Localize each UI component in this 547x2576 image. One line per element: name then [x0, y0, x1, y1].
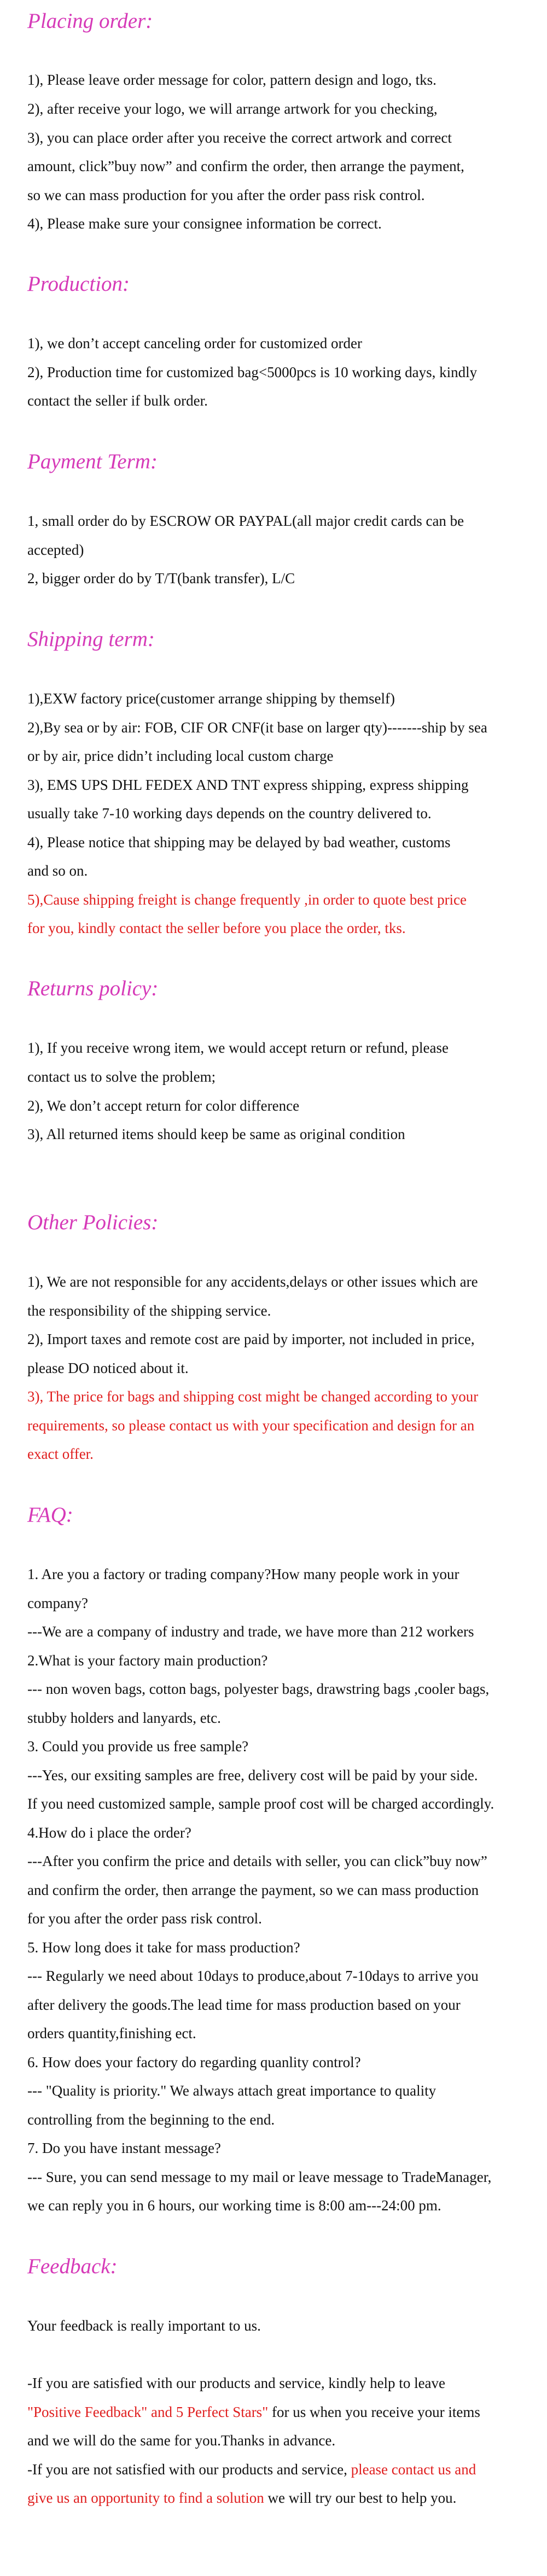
text-line: 1), Please leave order message for color, pattern design and logo, tks.	[27, 72, 437, 88]
text-line: 4), Please notice that shipping may be delayed by bad weather, customs	[27, 834, 451, 850]
section-title-feedback: Feedback:	[27, 2255, 118, 2278]
contact-us-highlight: please contact us and	[351, 2461, 476, 2478]
faq-line: 6. How does your factory do regarding quanlity control?	[27, 2054, 361, 2070]
text-line: and so on.	[27, 862, 88, 879]
faq-line: --- non woven bags, cotton bags, polyester bags, drawstring bags ,cooler bags,	[27, 1681, 490, 1697]
faq-line: 1. Are you a factory or trading company?How many people work in your	[27, 1566, 459, 1582]
faq-line: 7. Do you have instant message?	[27, 2140, 221, 2156]
feedback-line	[27, 2490, 456, 2507]
text-line: 4), Please make sure your consignee information be correct.	[27, 215, 382, 232]
text-line: 1),EXW factory price(customer arrange shipping by themself)	[27, 690, 395, 707]
text-line: please DO noticed about it.	[27, 1360, 189, 1376]
text-line: or by air, price didn’t including local custom charge	[27, 748, 334, 764]
text-line: 2), Import taxes and remote cost are paid by importer, not included in price,	[27, 1331, 475, 1347]
text-line: 1), we don’t accept canceling order for customized order	[27, 335, 362, 351]
text-line: the responsibility of the shipping service.	[27, 1302, 271, 1319]
text-line: 2), Production time for customized bag<5000pcs is 10 working days, kindly	[27, 364, 478, 380]
faq-line: orders quantity,finishing ect.	[27, 2025, 196, 2041]
text-line: contact the seller if bulk order.	[27, 392, 208, 409]
section-title-production: Production:	[27, 272, 130, 296]
text-line: 3), EMS UPS DHL FEDEX AND TNT express shipping, express shipping	[27, 777, 469, 793]
section-title-payment-term: Payment Term:	[27, 450, 158, 473]
faq-line: after delivery the goods.The lead time for mass production based on your	[27, 1997, 461, 2013]
faq-line: controlling from the beginning to the end.	[27, 2111, 275, 2128]
text-line: 2),By sea or by air: FOB, CIF OR CNF(it base on larger qty)-------ship by sea	[27, 719, 487, 736]
text-line: 3), All returned items should keep be same as original condition	[27, 1126, 405, 1142]
highlighted-notice-line: exact offer.	[27, 1446, 94, 1462]
faq-line: 3. Could you provide us free sample?	[27, 1738, 249, 1755]
faq-line: --- Regularly we need about 10days to produce,about 7-10days to arrive you	[27, 1968, 479, 1984]
faq-line: we can reply you in 6 hours, our working time is 8:00 am---24:00 pm.	[27, 2197, 441, 2214]
faq-line: ---Yes, our exsiting samples are free, delivery cost will be paid by your side.	[27, 1767, 478, 1783]
text-line: 1), We are not responsible for any accidents,delays or other issues which are	[27, 1274, 478, 1290]
text-line: 2), We don’t accept return for color difference	[27, 1098, 300, 1114]
section-title-shipping-term: Shipping term:	[27, 627, 155, 651]
section-title-other-policies: Other Policies:	[27, 1211, 159, 1234]
highlighted-notice-line: 3), The price for bags and shipping cost might be changed according to your	[27, 1388, 479, 1405]
solution-highlight: give us an opportunity to find a solution	[27, 2490, 264, 2506]
text-line: 1, small order do by ESCROW OR PAYPAL(all major credit cards can be	[27, 513, 464, 529]
highlighted-notice-line: for you, kindly contact the seller before you place the order, tks.	[27, 920, 406, 936]
faq-line: ---After you confirm the price and details with seller, you can click”buy now”	[27, 1853, 487, 1869]
text-line: contact us to solve the problem;	[27, 1069, 216, 1085]
faq-line: for you after the order pass risk control.	[27, 1910, 262, 1927]
faq-line: stubby holders and lanyards, etc.	[27, 1710, 221, 1726]
faq-line: 5. How long does it take for mass production?	[27, 1939, 300, 1956]
section-title-placing-order: Placing order:	[27, 9, 153, 33]
faq-line: --- "Quality is priority." We always attach great importance to quality	[27, 2082, 437, 2099]
feedback-text: we will try our best to help you.	[264, 2490, 457, 2506]
feedback-line	[27, 2404, 480, 2421]
text-line: amount, click”buy now” and confirm the order, then arrange the payment,	[27, 158, 464, 174]
section-title-faq: FAQ:	[27, 1503, 73, 1527]
section-title-returns-policy: Returns policy:	[27, 977, 159, 1000]
positive-feedback-highlight: "Positive Feedback" and 5 Perfect Stars"	[27, 2404, 269, 2420]
text-line: usually take 7-10 working days depends on the country delivered to.	[27, 805, 432, 821]
faq-line: If you need customized sample, sample proof cost will be charged accordingly.	[27, 1795, 494, 1812]
faq-line: 4.How do i place the order?	[27, 1824, 191, 1841]
text-line: 2), after receive your logo, we will arrange artwork for you checking,	[27, 101, 438, 117]
text-line: 2, bigger order do by T/T(bank transfer), L/C	[27, 570, 295, 586]
feedback-line: and we will do the same for you.Thanks in advance.	[27, 2432, 336, 2449]
faq-line: 2.What is your factory main production?	[27, 1652, 268, 1669]
text-line: 3), you can place order after you receive the correct artwork and correct	[27, 130, 452, 146]
highlighted-notice-line: 5),Cause shipping freight is change frequently ,in order to quote best price	[27, 891, 467, 908]
feedback-line	[27, 2461, 476, 2478]
text-line: so we can mass production for you after the order pass risk control.	[27, 187, 425, 203]
faq-line: ---We are a company of industry and trade, we have more than 212 workers	[27, 1623, 474, 1640]
feedback-text: -If you are not satisfied with our products and service,	[27, 2461, 351, 2478]
text-line: accepted)	[27, 542, 84, 558]
feedback-text: for us when you receive your items	[268, 2404, 480, 2420]
faq-line: company?	[27, 1595, 88, 1611]
highlighted-notice-line: requirements, so please contact us with your specification and design for an	[27, 1417, 475, 1434]
feedback-intro: Your feedback is really important to us.	[27, 2317, 261, 2334]
feedback-line: -If you are satisfied with our products and service, kindly help to leave	[27, 2375, 446, 2391]
text-line: 1), If you receive wrong item, we would accept return or refund, please	[27, 1040, 449, 1056]
faq-line: and confirm the order, then arrange the payment, so we can mass production	[27, 1882, 479, 1898]
faq-line: --- Sure, you can send message to my mail or leave message to TradeManager,	[27, 2169, 492, 2185]
